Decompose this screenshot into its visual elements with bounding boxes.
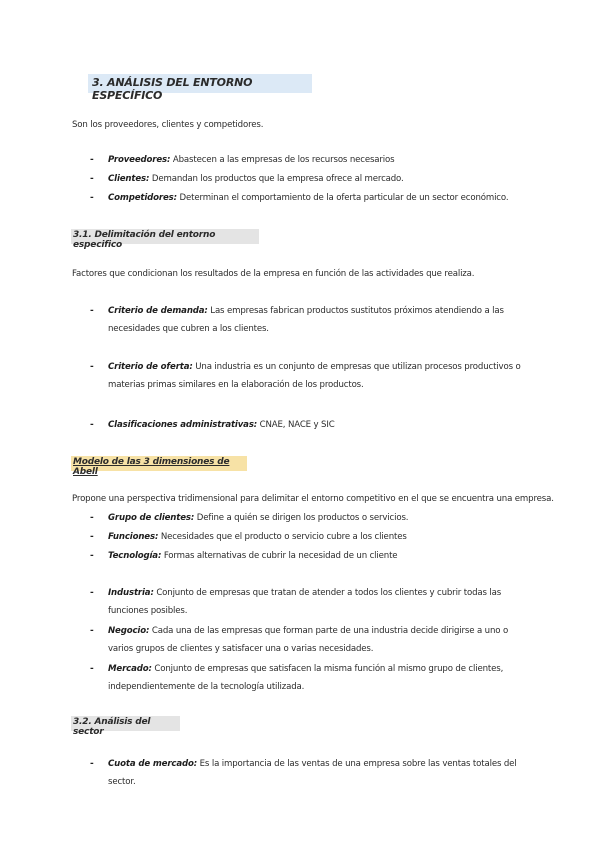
section-3-2-heading: 3.2. Análisis del sector	[71, 716, 180, 731]
section-3-1-heading: 3.1. Delimitación del entorno especifico	[71, 229, 259, 244]
list-item-grupo-clientes: Grupo de clientes: Define a quién se dirigen los productos o servicios.	[108, 513, 409, 523]
bullet: -	[90, 193, 94, 203]
abell-heading: Modelo de las 3 dimensiones de Abell	[71, 456, 247, 471]
list-item-clientes: Clientes: Demandan los productos que la empresa ofrece al mercado.	[108, 174, 404, 184]
list-item-tecnologia: Tecnología: Formas alternativas de cubrir la necesidad de un cliente	[108, 551, 398, 561]
section-3-1-intro: Factores que condicionan los resultados de la empresa en función de las actividades que realiza.	[72, 269, 475, 279]
list-item-proveedores: Proveedores: Abastecen a las empresas de los recursos necesarios	[108, 155, 395, 165]
abell-intro: Propone una perspectiva tridimensional para delimitar el entorno competitivo en el que se encuentra una empresa.	[72, 494, 554, 504]
list-item-industria: Industria: Conjunto de empresas que tratan de atender a todos los clientes y cubrir todas las funciones posibles.	[108, 588, 502, 616]
bullet: -	[90, 551, 94, 561]
list-item-clasificaciones: Clasificaciones administrativas: CNAE, NACE y SIC	[108, 420, 335, 430]
bullet: -	[90, 420, 94, 430]
bullet: -	[90, 532, 94, 542]
section-3-heading: 3. ANÁLISIS DEL ENTORNO ESPECÍFICO	[88, 74, 312, 93]
list-item-mercado: Mercado: Conjunto de empresas que satisfacen la misma función al mismo grupo de clientes, independientemente de la tecnología utilizada.	[108, 664, 504, 692]
bullet: -	[90, 513, 94, 523]
bullet: -	[90, 362, 94, 372]
list-item-criterio-oferta: Criterio de oferta: Una industria es un conjunto de empresas que utilizan procesos productivos o materias primas similares en la elaboración de los productos.	[108, 362, 521, 390]
bullet: -	[90, 664, 94, 674]
bullet: -	[90, 174, 94, 184]
bullet: -	[90, 626, 94, 636]
bullet: -	[90, 155, 94, 165]
list-item-negocio: Negocio: Cada una de las empresas que forman parte de una industria decide dirigirse a uno o varios grupos de clientes y satisfacer una o varias necesidades.	[108, 626, 509, 654]
list-item-criterio-demanda: Criterio de demanda: Las empresas fabrican productos sustitutos próximos atendiendo a las necesidades que cubren a los clientes.	[108, 306, 504, 334]
list-item-cuota-mercado: Cuota de mercado: Es la importancia de las ventas de una empresa sobre las ventas totales del sector.	[108, 759, 517, 787]
list-item-funciones: Funciones: Necesidades que el producto o servicio cubre a los clientes	[108, 532, 407, 542]
bullet: -	[90, 306, 94, 316]
bullet: -	[90, 588, 94, 598]
list-item-competidores: Competidores: Determinan el comportamiento de la oferta particular de un sector económico.	[108, 193, 509, 203]
bullet: -	[90, 759, 94, 769]
section-3-intro: Son los proveedores, clientes y competidores.	[72, 120, 264, 130]
